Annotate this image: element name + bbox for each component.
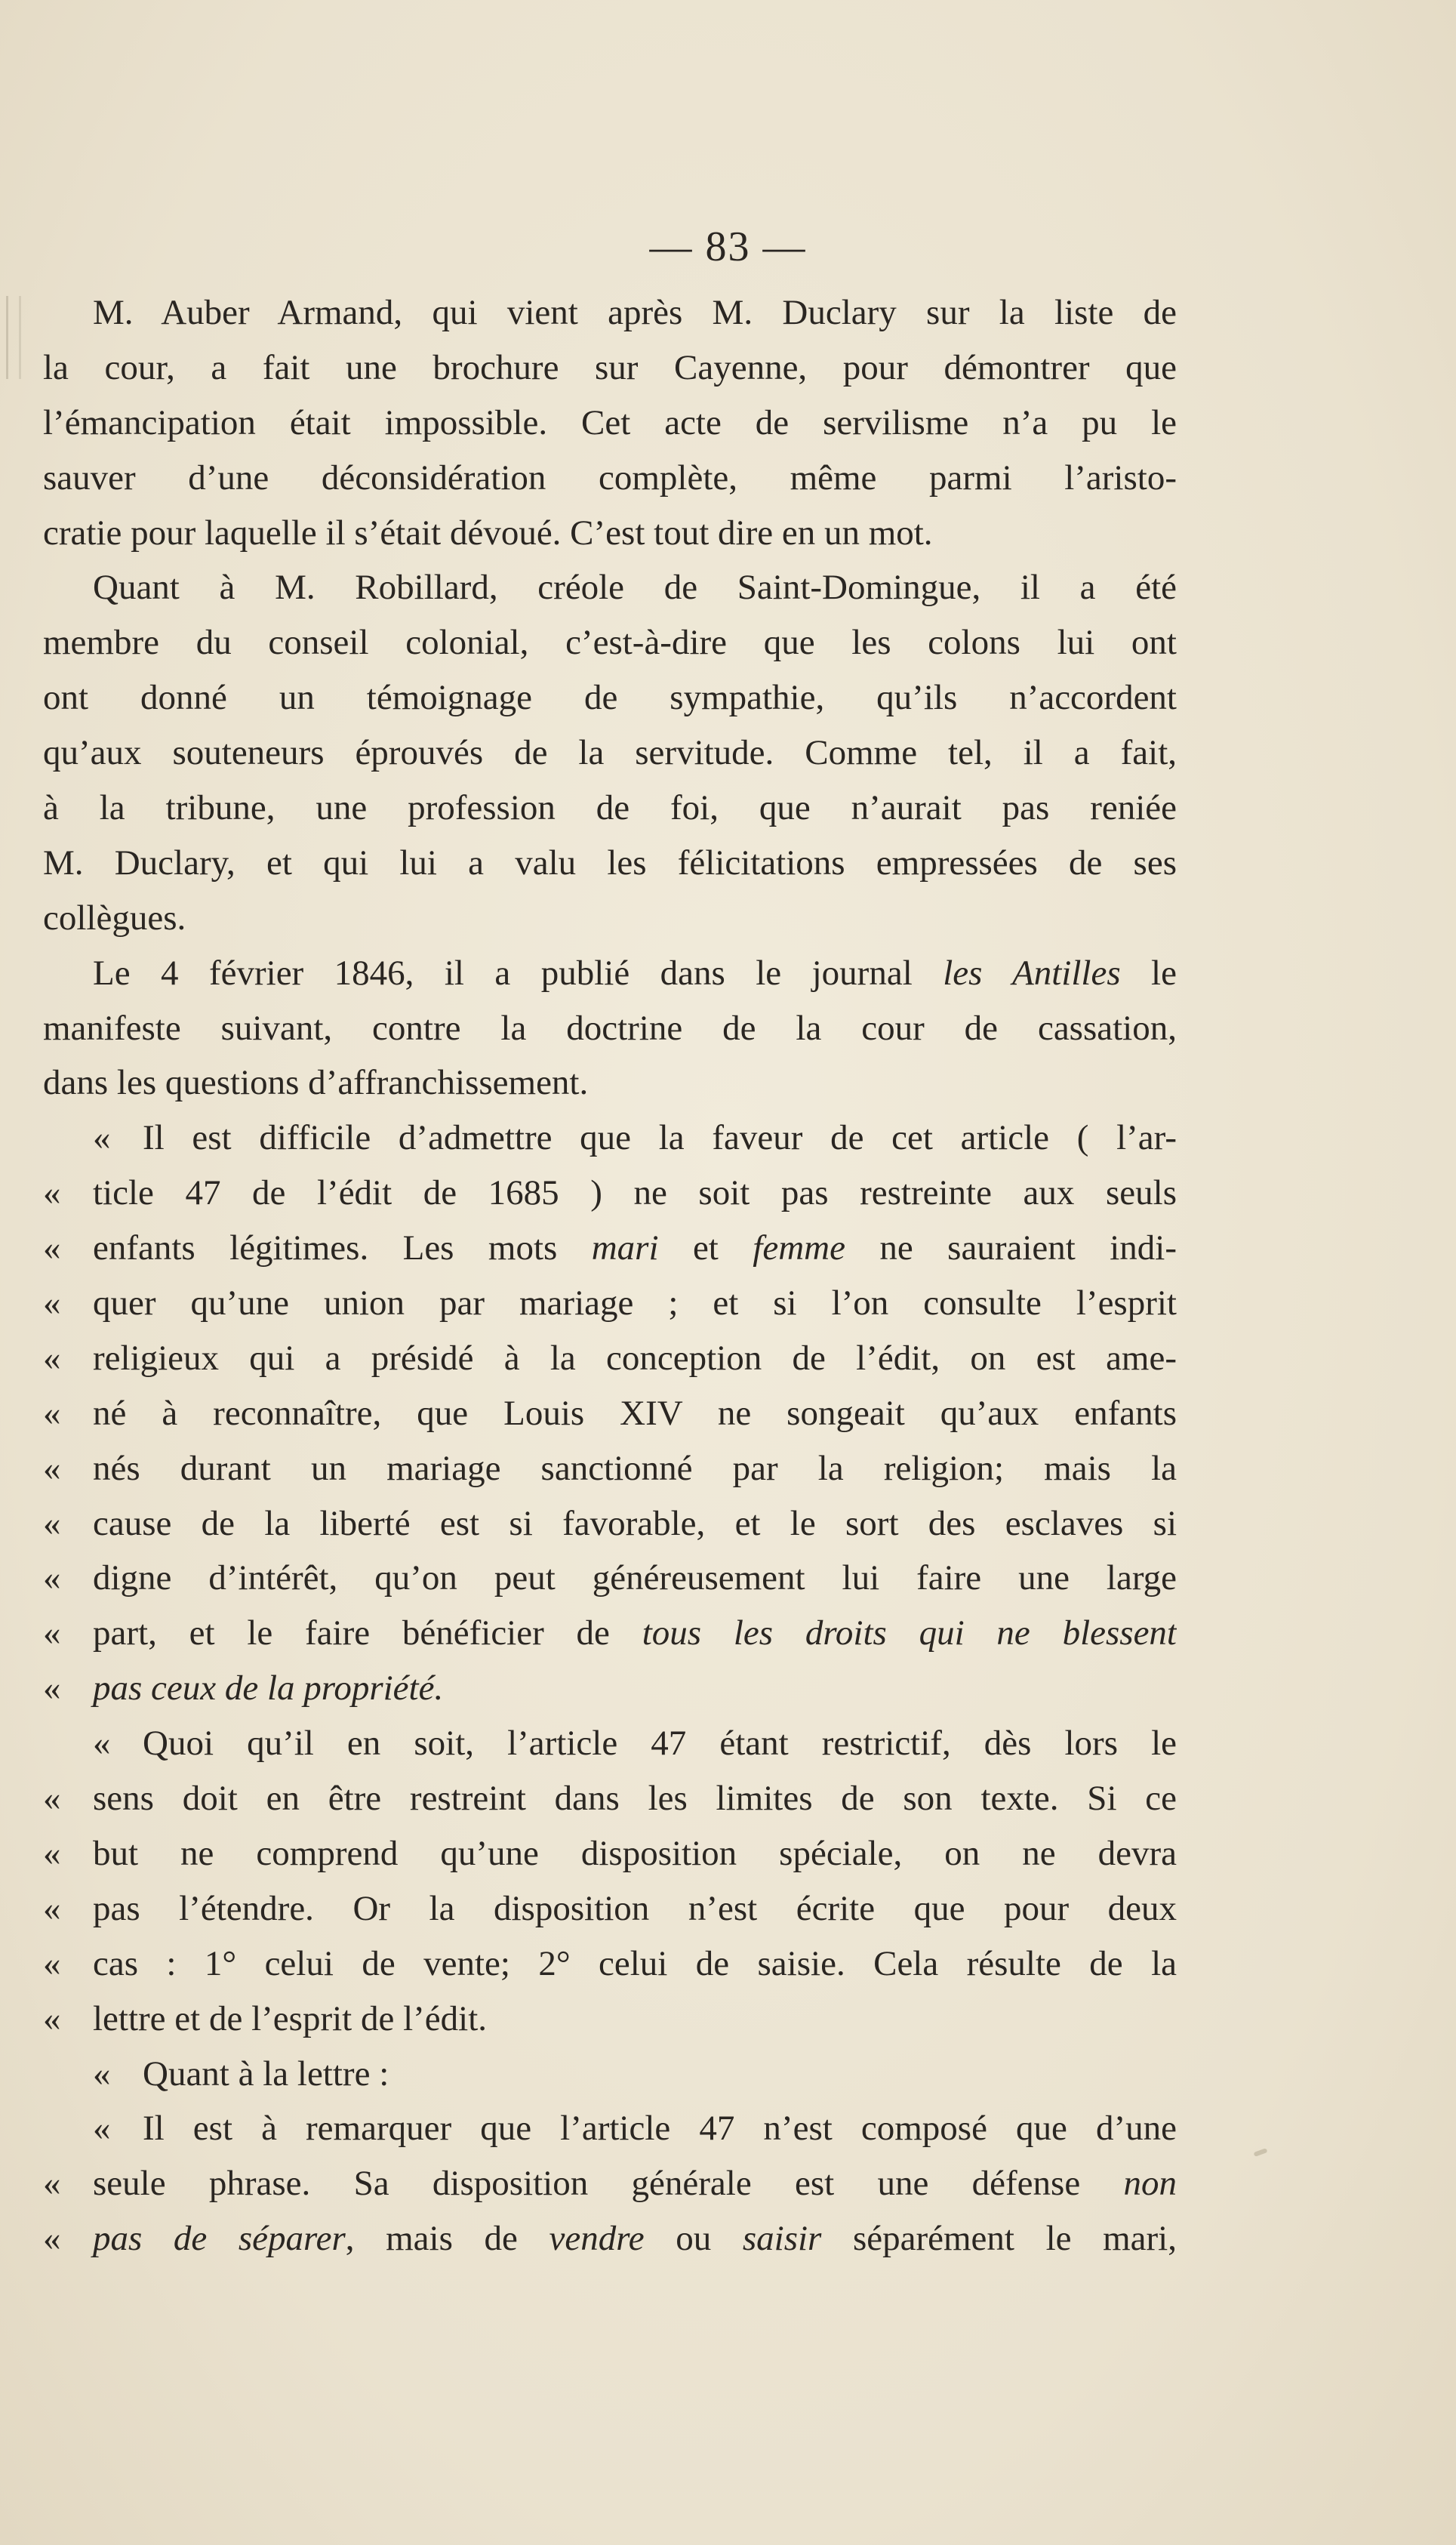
text-line — [43, 1716, 1177, 1771]
text-line — [43, 1992, 1177, 2047]
line-text: manifeste suivant, contre la doctrine de la cour de cassation, — [43, 1008, 1177, 1048]
italic-text: tous les droits qui ne blessent — [642, 1613, 1177, 1653]
quoted-text — [93, 1276, 1177, 1331]
quoted-text — [143, 1716, 1177, 1771]
text-line — [43, 781, 1177, 836]
line-text: collègues. — [43, 898, 186, 938]
quoted-text — [93, 1826, 1177, 1881]
margin-mark — [6, 296, 21, 379]
text-line — [43, 1551, 1177, 1606]
quoted-text — [93, 1992, 1177, 2047]
quote-mark: « — [43, 1668, 61, 1708]
quoted-text — [93, 1441, 1177, 1496]
quoted-text — [93, 1496, 1177, 1551]
quote-mark: « — [43, 1998, 61, 2038]
text-line — [43, 1221, 1177, 1276]
text-line — [43, 1331, 1177, 1386]
line-text: M. Duclary, et qui lui a valu les félicitations empressées de ses — [43, 843, 1177, 883]
italic-title: les Antilles — [943, 953, 1121, 993]
quote-mark: « — [43, 1503, 61, 1543]
text-line — [43, 1111, 1177, 1166]
text-line — [43, 670, 1177, 726]
quote-mark: « — [93, 1724, 111, 1764]
quoted-text — [93, 1881, 1177, 1936]
line-text: quer qu’une union par mariage ; et si l’on consulte l’esprit — [93, 1283, 1177, 1323]
italic-text: pas ceux de la propriété. — [93, 1668, 444, 1708]
text-line — [43, 560, 1177, 615]
line-text-after: le — [1120, 953, 1177, 993]
text-segment: ou — [644, 2219, 743, 2259]
quote-mark: « — [93, 2109, 111, 2149]
line-text: cas : 1° celui de vente; 2° celui de saisie. Cela résulte de la — [93, 1943, 1177, 1983]
italic-text: mari — [591, 1228, 659, 1268]
text-line — [43, 946, 1177, 1001]
quote-mark: « — [43, 1283, 61, 1323]
line-text: à la tribune, une profession de foi, que n’aurait pas reniée — [43, 788, 1177, 828]
text-segment: part, et le faire bénéficier de — [93, 1613, 642, 1653]
line-text: Quant à M. Robillard, créole de Saint-Domingue, il a été — [93, 568, 1177, 608]
quoted-text — [143, 1111, 1177, 1166]
line-text: Quant à la lettre : — [143, 2054, 389, 2094]
line-text: cratie pour laquelle il s’était dévoué. C’est tout dire en un mot. — [43, 513, 933, 553]
quoted-text — [93, 2156, 1177, 2211]
italic-text: femme — [753, 1228, 845, 1268]
line-text: digne d’intérêt, qu’on peut généreusement lui faire une large — [93, 1558, 1177, 1598]
text-line — [43, 2211, 1177, 2266]
quote-mark: « — [43, 1448, 61, 1488]
text-line — [43, 1386, 1177, 1441]
text-line — [43, 1276, 1177, 1331]
text-line — [43, 1826, 1177, 1881]
quote-mark: « — [43, 1613, 61, 1653]
line-text: ticle 47 de l’édit de 1685 ) ne soit pas restreinte aux seuls — [93, 1173, 1177, 1213]
line-text: sens doit en être restreint dans les limites de son texte. Si ce — [93, 1779, 1177, 1819]
line-text: Le 4 février 1846, il a publié dans le journal — [93, 953, 913, 993]
line-text: religieux qui a présidé à la conception de l’édit, on est ame- — [93, 1338, 1177, 1378]
quote-mark: « — [93, 2054, 111, 2094]
text-line — [43, 1496, 1177, 1551]
text-line — [43, 836, 1177, 891]
quote-mark: « — [43, 1173, 61, 1213]
text-segment: et — [658, 1228, 753, 1268]
italic-text: non — [1123, 2164, 1177, 2204]
text-line — [43, 891, 1177, 946]
text-line — [43, 615, 1177, 670]
quoted-text — [93, 2211, 1177, 2266]
quote-mark: « — [43, 2219, 61, 2259]
page-number: — 83 — — [649, 223, 807, 270]
quote-mark: « — [43, 1393, 61, 1433]
quote-mark: « — [43, 1833, 61, 1873]
quote-mark: « — [43, 1558, 61, 1598]
text-line — [43, 451, 1177, 506]
quote-mark: « — [43, 1779, 61, 1819]
quote-mark: « — [43, 1338, 61, 1378]
line-text: nés durant un mariage sanctionné par la religion; mais la — [93, 1448, 1177, 1488]
quoted-text — [93, 1606, 1177, 1661]
line-text: membre du conseil colonial, c’est-à-dire que les colons lui ont — [43, 623, 1177, 663]
line-text: pas l’étendre. Or la disposition n’est écrite que pour deux — [93, 1888, 1177, 1928]
text-segment: seule phrase. Sa disposition générale est une défense — [93, 2164, 1124, 2204]
text-segment: séparément le mari, — [821, 2219, 1177, 2259]
line-text: qu’aux souteneurs éprouvés de la servitude. Comme tel, il a fait, — [43, 733, 1177, 773]
text-segment: ne sauraient indi- — [845, 1228, 1177, 1268]
text-line — [43, 1771, 1177, 1826]
quote-mark: « — [43, 1943, 61, 1983]
quote-mark: « — [43, 1228, 61, 1268]
line-text: cause de la liberté est si favorable, et le sort des esclaves si — [93, 1503, 1177, 1543]
text-line — [43, 506, 1177, 561]
text-line — [43, 726, 1177, 781]
text-line — [43, 340, 1177, 396]
text-line — [43, 1606, 1177, 1661]
line-text: Il est difficile d’admettre que la faveur de cet article ( l’ar- — [143, 1118, 1177, 1158]
line-text: l’émancipation était impossible. Cet acte de servilisme n’a pu le — [43, 402, 1177, 442]
quoted-text — [93, 1551, 1177, 1606]
line-text: la cour, a fait une brochure sur Cayenne, pour démontrer que — [43, 347, 1177, 387]
line-text: Il est à remarquer que l’article 47 n’est composé que d’une — [143, 2109, 1177, 2149]
quoted-text — [93, 1661, 1177, 1716]
quoted-text — [143, 2047, 1177, 2102]
line-text: né à reconnaître, que Louis XIV ne songeait qu’aux enfants — [93, 1393, 1177, 1433]
text-segment: , mais de — [345, 2219, 549, 2259]
quoted-text — [143, 2101, 1177, 2156]
text-line — [43, 1166, 1177, 1221]
quoted-text — [93, 1936, 1177, 1992]
quoted-text — [93, 1166, 1177, 1221]
body-text — [43, 285, 1177, 2266]
quote-mark: « — [43, 1888, 61, 1928]
quoted-text — [93, 1331, 1177, 1386]
quoted-text — [93, 1386, 1177, 1441]
line-text: Quoi qu’il en soit, l’article 47 étant restrictif, dès lors le — [143, 1724, 1177, 1764]
text-line — [43, 2047, 1177, 2102]
line-text: dans les questions d’affranchissement. — [43, 1063, 589, 1103]
quote-mark: « — [43, 2164, 61, 2204]
text-line — [43, 396, 1177, 451]
text-line — [43, 1661, 1177, 1716]
quote-mark: « — [93, 1118, 111, 1158]
line-text: sauver d’une déconsidération complète, même parmi l’aristo- — [43, 458, 1177, 498]
text-line — [43, 1055, 1177, 1111]
italic-text: pas de séparer — [93, 2219, 346, 2259]
line-text: ont donné un témoignage de sympathie, qu’ils n’accordent — [43, 678, 1177, 718]
line-text: M. Auber Armand, qui vient après M. Duclary sur la liste de — [93, 293, 1177, 332]
line-text: but ne comprend qu’une disposition spéciale, on ne devra — [93, 1833, 1177, 1873]
line-text: lettre et de l’esprit de l’édit. — [93, 1998, 488, 2038]
italic-text: vendre — [549, 2219, 645, 2259]
paper-speck — [1254, 2148, 1268, 2157]
text-line — [43, 1441, 1177, 1496]
text-line — [43, 1881, 1177, 1936]
quoted-text — [93, 1221, 1177, 1276]
italic-text: saisir — [742, 2219, 822, 2259]
text-line — [43, 2156, 1177, 2211]
text-line — [43, 1936, 1177, 1992]
text-line — [43, 2101, 1177, 2156]
text-line — [43, 1001, 1177, 1056]
quoted-text — [93, 1771, 1177, 1826]
text-segment: enfants légitimes. Les mots — [93, 1228, 592, 1268]
text-line — [43, 285, 1177, 340]
